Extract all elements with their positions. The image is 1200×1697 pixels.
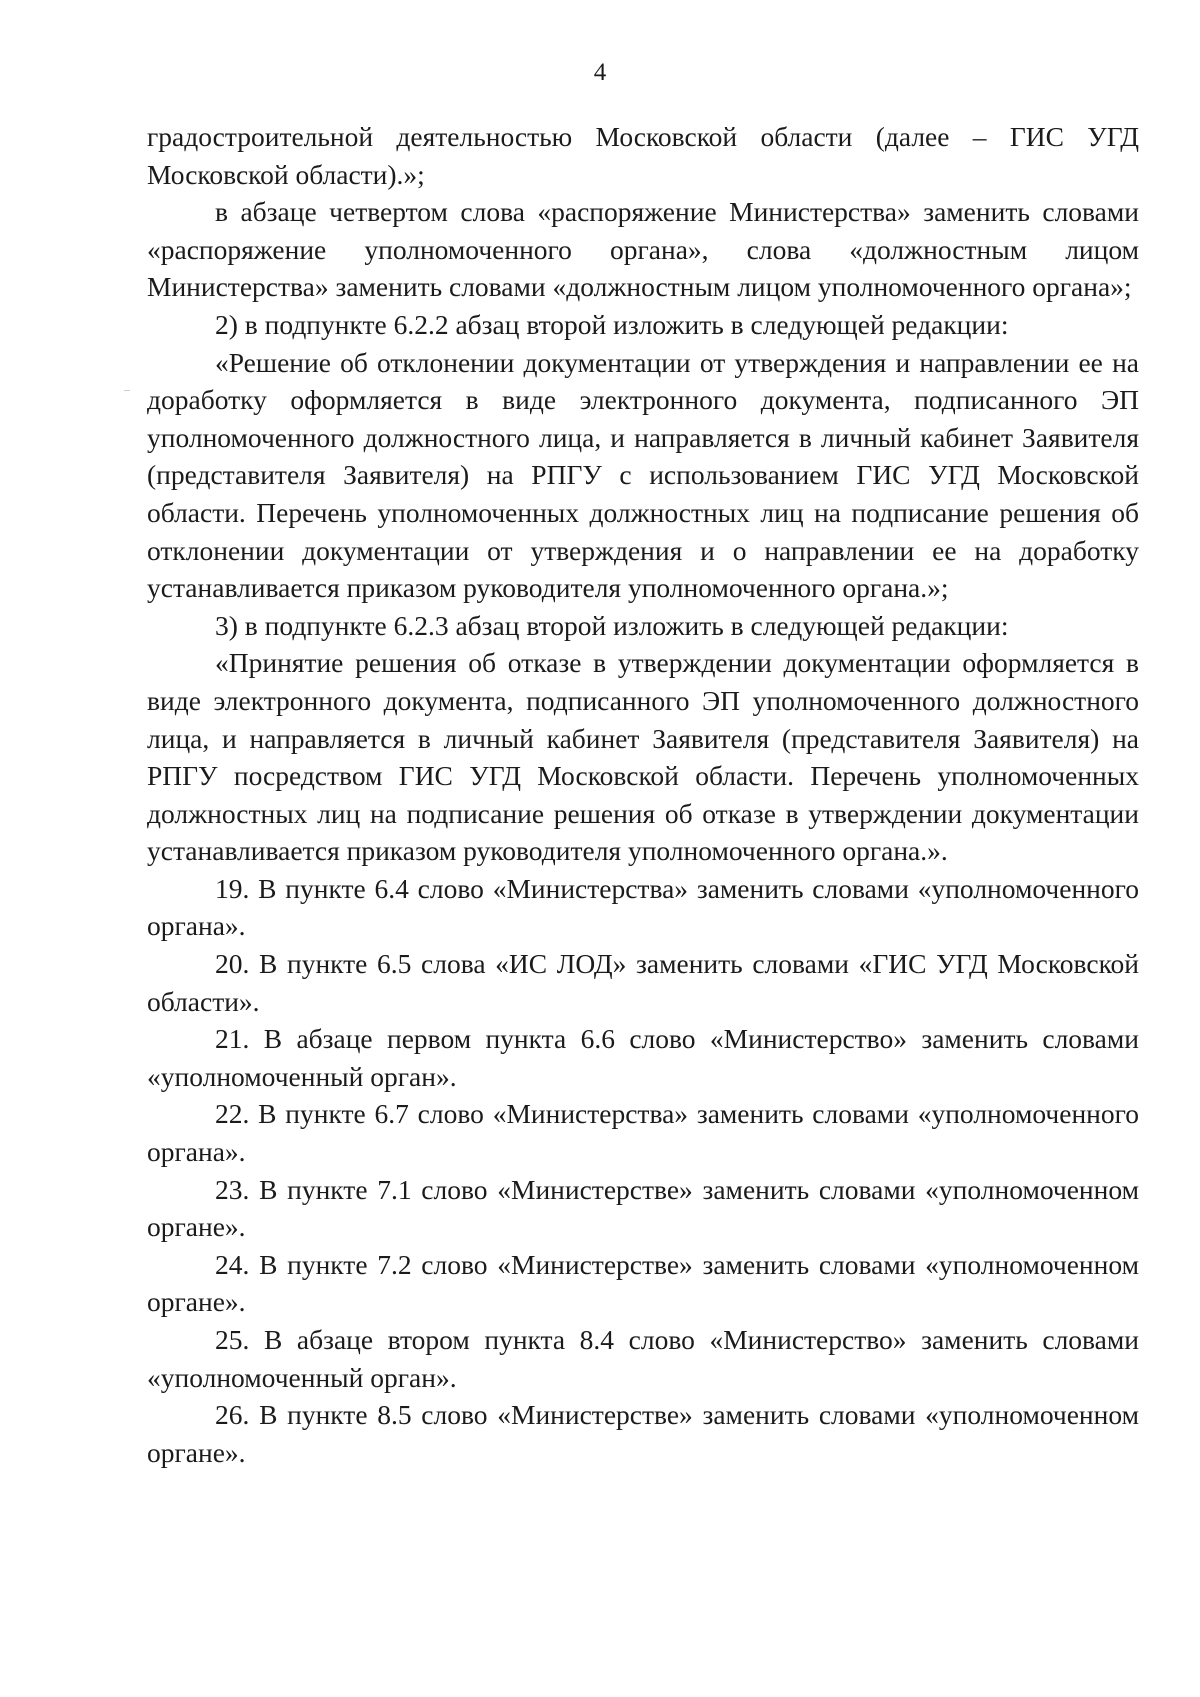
paragraph-subitem-3: 3) в подпункте 6.2.3 абзац второй изложить в следующей редакции: — [215, 609, 1009, 641]
paragraph-item-19: 19. В пункте 6.4 слово «Министерства» заменить словами «уполномоченного органа». — [147, 872, 1139, 942]
paragraph-item-21: 21. В абзаце первом пункта 6.6 слово «Министерство» заменить словами «уполномоченный орган». — [147, 1023, 1139, 1092]
paragraph-item-22: 22. В пункте 6.7 слово «Министерства» заменить словами «уполномоченного органа». — [147, 1098, 1139, 1168]
document-body — [147, 118, 1139, 1471]
paragraph-quote-refusal: «Принятие решения об отказе в утверждении документации оформляется в виде электронного документа, подписанного ЭП уполномоченного должностного лица, и направляется в личный кабинет Заявителя (представителя Заявителя) на РПГУ посредством ГИС УГД Московской области. Перечень уполномоченных должностных лиц на подписание решения об отказе в утверждении документации устанавливается приказом руководителя уполномоченного органа.». — [147, 647, 1139, 867]
paragraph-item-20: 20. В пункте 6.5 слова «ИС ЛОД» заменить словами «ГИС УГД Московской области». — [147, 948, 1139, 1017]
paragraph-item-23: 23. В пункте 7.1 слово «Министерстве» заменить словами «уполномоченном органе». — [147, 1173, 1139, 1243]
paragraph-item-24: 24. В пункте 7.2 слово «Министерстве» заменить словами «уполномоченном органе». — [147, 1248, 1139, 1318]
paragraph-amendment-abzac-4: в абзаце четвертом слова «распоряжение Министерства» заменить словами «распоряжение уполномоченного органа», слова «должностным лицом Министерства» заменить словами «должностным лицом уполномоченного органа»; — [147, 196, 1139, 303]
paragraph-item-26: 26. В пункте 8.5 слово «Министерстве» заменить словами «уполномоченном органе». — [147, 1399, 1139, 1468]
paragraph-quote-rejection: «Решение об отклонении документации от утверждения и направлении ее на доработку оформляется в виде электронного документа, подписанного ЭП уполномоченного должностного лица, и направляется в личный кабинет Заявителя (представителя Заявителя) на РПГУ с использованием ГИС УГД Московской области. Перечень уполномоченных должностных лиц на подписание решения об отклонении документации от утверждения и о направлении ее на доработку устанавливается приказом руководителя уполномоченного органа.»; — [147, 346, 1139, 604]
scan-mark — [124, 390, 130, 391]
page-number: 4 — [593, 59, 607, 86]
paragraph-item-25: 25. В абзаце втором пункта 8.4 слово «Министерство» заменить словами «уполномоченный орган». — [147, 1324, 1139, 1393]
paragraph-subitem-2: 2) в подпункте 6.2.2 абзац второй изложить в следующей редакции: — [215, 308, 1009, 340]
paragraph-continuation: градостроительной деятельностью Московской области (далее – ГИС УГД Московской области).»; — [147, 121, 1139, 190]
